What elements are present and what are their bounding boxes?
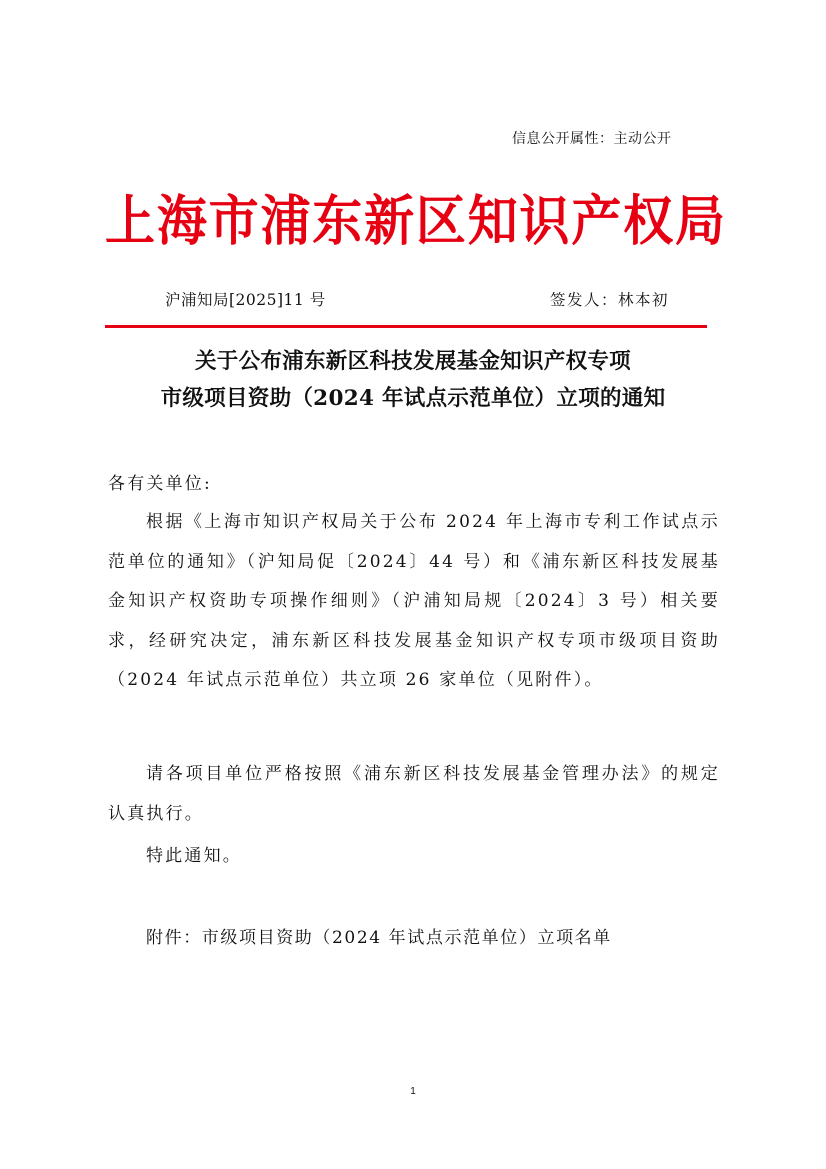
body-paragraph-1: 根据《上海市知识产权局关于公布 2024 年上海市专利工作试点示范单位的通知》（沪知局促〔2024〕44 号）和《浦东新区科技发展基金知识产权资助专项操作细则》（沪浦知局规〔2024〕3 号）相关要求，经研究决定，浦东新区科技发展基金知识产权专项市级项目资助（2024 年试点示范单位）共立项 26 家单位（见附件）。 (108, 512, 720, 690)
letterhead-char: 知 (467, 189, 518, 253)
title-line-1: 关于公布浦东新区科技发展基金知识产权专项 (194, 349, 631, 374)
letterhead-char: 局 (674, 189, 725, 253)
letterhead-char: 浦 (260, 189, 311, 253)
letterhead-char: 新 (364, 189, 415, 253)
document-number: 沪浦知局[2025]11 号 (165, 291, 326, 309)
body-paragraph-2: 请各项目单位严格按照《浦东新区科技发展基金管理办法》的规定认真执行。 (108, 764, 720, 824)
letterhead-char: 权 (623, 189, 674, 253)
letterhead-char: 区 (415, 189, 466, 253)
disclosure-attribute: 信息公开属性：主动公开 (512, 131, 672, 147)
page-number: 1 (410, 1086, 416, 1097)
letterhead-char: 海 (156, 189, 207, 253)
letterhead-char: 上 (105, 189, 155, 253)
body-paragraph-3: 特此通知。 (146, 846, 242, 866)
signer: 签发人：林本初 (550, 291, 670, 309)
letterhead-char: 东 (312, 189, 363, 253)
title-line-2: 市级项目资助（2024 年试点示范单位）立项的通知 (160, 386, 666, 411)
letterhead-char: 产 (571, 189, 622, 253)
red-divider-line (105, 325, 707, 328)
letterhead-char: 市 (208, 189, 259, 253)
salutation: 各有关单位: (108, 474, 212, 494)
notice-title (60, 343, 766, 417)
attachment-line: 附件：市级项目资助（2024 年试点示范单位）立项名单 (146, 928, 612, 948)
agency-letterhead (105, 186, 725, 256)
letterhead-char: 识 (519, 189, 570, 253)
